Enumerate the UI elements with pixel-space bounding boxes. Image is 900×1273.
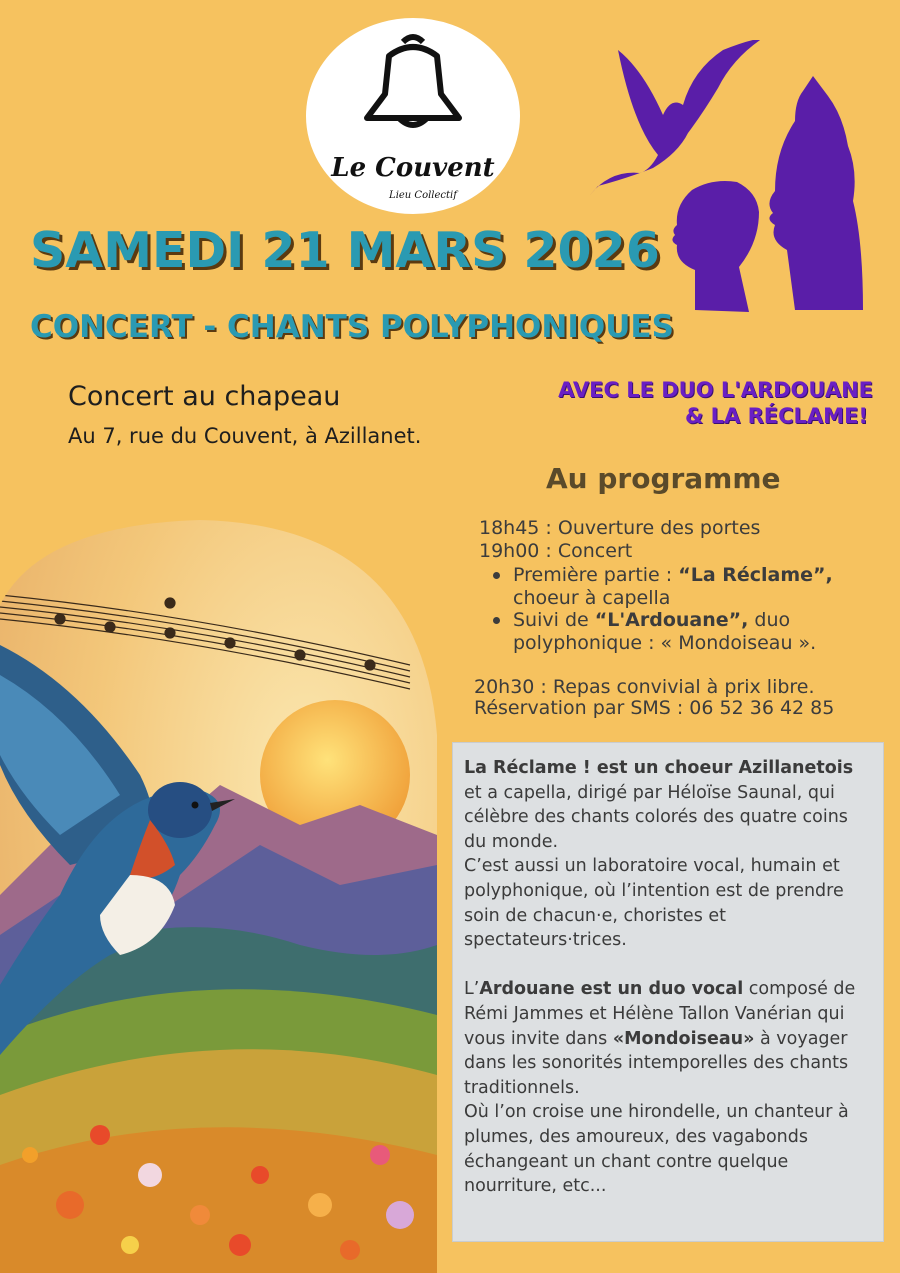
- reclame-paragraph: [464, 756, 874, 854]
- reclame-text: et a capella, dirigé par Héloïse Saunal, qui célèbre des chants colorés des quatre coins du monde.: [464, 782, 848, 852]
- ardouane-text: composé de Rémi Jammes et Hélène Tallon Vanérian qui vous invite dans: [464, 979, 856, 1049]
- first-part-label: Première partie :: [513, 564, 679, 586]
- ardouane-prefix: L’: [464, 979, 480, 1000]
- logo-brand-text: Le Couvent: [331, 153, 495, 183]
- programme-opening: 18h45 : Ouverture des portes: [479, 517, 761, 539]
- mondoiseau-bold: «Mondoiseau»: [612, 1028, 755, 1049]
- woman-profile-silhouette-icon: [672, 181, 759, 312]
- bullet-icon: [493, 572, 500, 579]
- bird-silhouette-icon: [590, 40, 763, 195]
- second-part-desc: duo: [748, 609, 791, 631]
- reclame-paragraph-2: C’est aussi un laboratoire vocal, humain et polyphonique, où l’intention est de prendre soin de chacun·e, choristes et spectateurs·trices.: [464, 856, 844, 951]
- programme-reservation: Réservation par SMS : 06 52 36 42 85: [474, 697, 835, 719]
- swallow-artwork: [0, 515, 437, 1273]
- event-subtitle: CONCERT - CHANTS POLYPHONIQUES: [30, 309, 674, 345]
- second-part-name: “L'Ardouane”,: [594, 609, 749, 631]
- programme-heading: Au programme: [546, 462, 781, 495]
- description-box: [452, 742, 884, 1242]
- logo-tagline-text: Lieu Collectif: [389, 190, 457, 201]
- man-profile-silhouette-icon: [769, 76, 863, 310]
- reclame-bold: La Réclame ! est un choeur Azillanetois: [464, 758, 854, 778]
- bullet-icon: [493, 617, 500, 624]
- programme-first-part-desc: choeur à capella: [513, 587, 671, 609]
- event-date-title: SAMEDI 21 MARS 2026: [30, 222, 660, 279]
- duo-line-2: & LA RÉCLAME!: [685, 404, 868, 428]
- second-part-label: Suivi de: [513, 609, 595, 631]
- mondoiseau-text: à voyager dans les sonorités intemporelles des chants traditionnels.: [464, 1028, 849, 1098]
- ardouane-paragraph-2: Où l’on croise une hirondelle, un chanteur à plumes, des amoureux, des vagabonds échangeant un chant contre quelque nourriture, etc...: [464, 1102, 849, 1197]
- le-couvent-logo: [303, 16, 523, 216]
- programme-second-part-desc: polyphonique : « Mondoiseau ».: [513, 632, 817, 654]
- programme-first-part: [513, 564, 833, 586]
- programme-meal: 20h30 : Repas convivial à prix libre.: [474, 676, 815, 698]
- concert-chapeau-text: Concert au chapeau: [68, 381, 341, 412]
- ardouane-bold: Ardouane est un duo vocal: [479, 979, 744, 1000]
- description-text: [464, 756, 874, 1199]
- duo-line-1: AVEC LE DUO L'ARDOUANE: [558, 378, 873, 402]
- address-text: Au 7, rue du Couvent, à Azillanet.: [68, 424, 422, 448]
- ardouane-paragraph: [464, 977, 874, 1100]
- first-part-name: “La Réclame”,: [678, 564, 833, 586]
- programme-second-part: [513, 609, 790, 631]
- programme-concert: 19h00 : Concert: [479, 540, 633, 562]
